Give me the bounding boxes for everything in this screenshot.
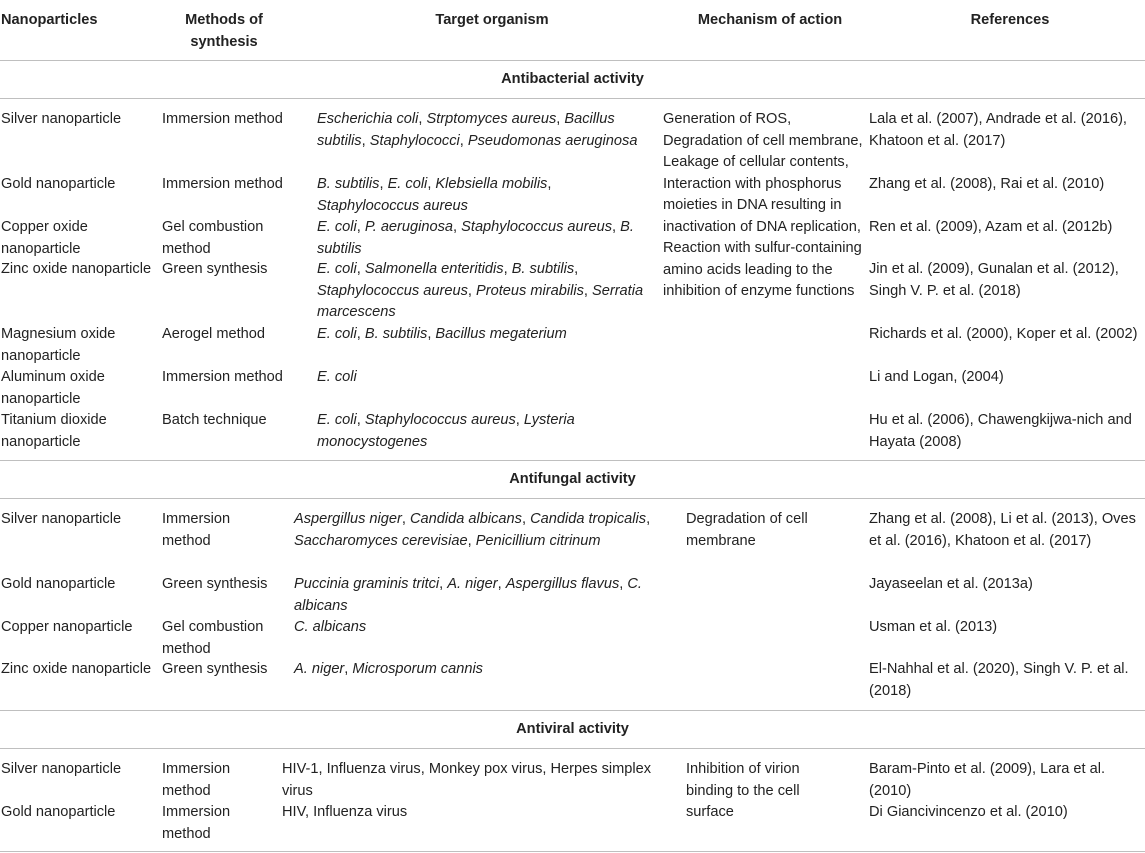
nanoparticle-name: Copper nanoparticle (1, 619, 133, 635)
section-rule (0, 460, 1145, 461)
target-organism: Escherichia coli, Strptomyces aureus, Bacillus subtilis, Staphylococci, Pseudomonas aeruginosa (317, 111, 638, 149)
references: Lala et al. (2007), Andrade et al. (2016), Khatoon et al. (2017) (869, 111, 1127, 149)
synthesis-method: Immersion method (162, 804, 231, 842)
synthesis-method: Immersion method (162, 369, 283, 385)
synthesis-method: Immersion method (162, 176, 283, 192)
references: Baram-Pinto et al. (2009), Lara et al. (2010) (869, 761, 1106, 799)
section-title-antifungal: Antifungal activity (509, 471, 636, 487)
nanoparticle-name: Silver nanoparticle (1, 111, 122, 127)
synthesis-method: Immersion method (162, 511, 231, 549)
references: Ren et al. (2009), Azam et al. (2012b) (869, 219, 1113, 235)
section-title-antibacterial: Antibacterial activity (501, 71, 644, 87)
header-references: References (970, 12, 1050, 28)
references: Richards et al. (2000), Koper et al. (2002) (869, 326, 1138, 342)
references: Zhang et al. (2008), Rai et al. (2010) (869, 176, 1105, 192)
nanoparticle-name: Titanium dioxide nanoparticle (1, 412, 107, 450)
references: Li and Logan, (2004) (869, 369, 1004, 385)
target-organism: E. coli, Salmonella enteritidis, B. subtilis, Staphylococcus aureus, Proteus mirabilis, Serratia marcescens (317, 261, 644, 320)
target-organism: E. coli, B. subtilis, Bacillus megaterium (317, 326, 567, 342)
section-rule (0, 710, 1145, 711)
target-organism: E. coli (317, 369, 357, 385)
references: Zhang et al. (2008), Li et al. (2013), Oves et al. (2016), Khatoon et al. (2017) (869, 511, 1136, 549)
references: Di Giancivincenzo et al. (2010) (869, 804, 1068, 820)
synthesis-method: Green synthesis (162, 261, 268, 277)
synthesis-method: Immersion method (162, 111, 283, 127)
mechanism-antiviral: Inhibition of virion binding to the cell surface (686, 761, 800, 820)
nanoparticle-name: Magnesium oxide nanoparticle (1, 326, 116, 364)
nanoparticle-name: Gold nanoparticle (1, 576, 116, 592)
synthesis-method: Gel combustion method (162, 219, 264, 257)
nanoparticle-name: Zinc oxide nanoparticle (1, 261, 152, 277)
synthesis-method: Aerogel method (162, 326, 266, 342)
references: Usman et al. (2013) (869, 619, 998, 635)
target-organism: HIV-1, Influenza virus, Monkey pox virus, Herpes simplex virus (282, 761, 652, 799)
section-rule (0, 498, 1145, 499)
nanoparticle-name: Gold nanoparticle (1, 176, 116, 192)
nanoparticle-name: Gold nanoparticle (1, 804, 116, 820)
table-bottom-rule (0, 851, 1145, 852)
target-organism: HIV, Influenza virus (282, 804, 408, 820)
nanoparticle-name: Aluminum oxide nanoparticle (1, 369, 105, 407)
target-organism: E. coli, Staphylococcus aureus, Lysteria monocystogenes (317, 412, 575, 450)
mechanism-antibacterial: Generation of ROS, Degradation of cell membrane, Leakage of cellular contents, Interaction with phosphorus moieties in DNA resulting in inactivation of DNA replication, Reaction with sulfur-containing amino acids leading to the inhibition of enzyme functions (663, 111, 863, 299)
section-title-antiviral: Antiviral activity (516, 721, 629, 737)
synthesis-method: Green synthesis (162, 661, 268, 677)
header-target: Target organism (435, 12, 549, 28)
synthesis-method: Gel combustion method (162, 619, 264, 657)
nanoparticle-name: Copper oxide nanoparticle (1, 219, 88, 257)
references: Jayaseelan et al. (2013a) (869, 576, 1033, 592)
header-methods: Methods of synthesis (185, 12, 263, 50)
target-organism: E. coli, P. aeruginosa, Staphylococcus aureus, B. subtilis (317, 219, 634, 257)
synthesis-method: Green synthesis (162, 576, 268, 592)
header-nanoparticles: Nanoparticles (1, 12, 98, 28)
header-rule (0, 60, 1145, 61)
mechanism-antifungal: Degradation of cell membrane (686, 511, 808, 549)
target-organism: Aspergillus niger, Candida albicans, Candida tropicalis, Saccharomyces cerevisiae, Penicillium citrinum (294, 511, 651, 549)
header-mechanism: Mechanism of action (697, 12, 843, 28)
references: Hu et al. (2006), Chawengkijwa-nich and Hayata (2008) (869, 412, 1132, 450)
nanoparticle-name: Silver nanoparticle (1, 511, 122, 527)
nanoparticle-name: Zinc oxide nanoparticle (1, 661, 152, 677)
references: Jin et al. (2009), Gunalan et al. (2012), Singh V. P. et al. (2018) (869, 261, 1119, 299)
section-rule (0, 98, 1145, 99)
target-organism: Puccinia graminis tritci, A. niger, Aspergillus flavus, C. albicans (294, 576, 642, 614)
target-organism: A. niger, Microsporum cannis (294, 661, 483, 677)
references: El-Nahhal et al. (2020), Singh V. P. et al. (2018) (869, 661, 1129, 699)
target-organism: C. albicans (294, 619, 367, 635)
nanoparticle-name: Silver nanoparticle (1, 761, 122, 777)
target-organism: B. subtilis, E. coli, Klebsiella mobilis, Staphylococcus aureus (317, 176, 552, 214)
synthesis-method: Immersion method (162, 761, 231, 799)
synthesis-method: Batch technique (162, 412, 267, 428)
section-rule (0, 748, 1145, 749)
